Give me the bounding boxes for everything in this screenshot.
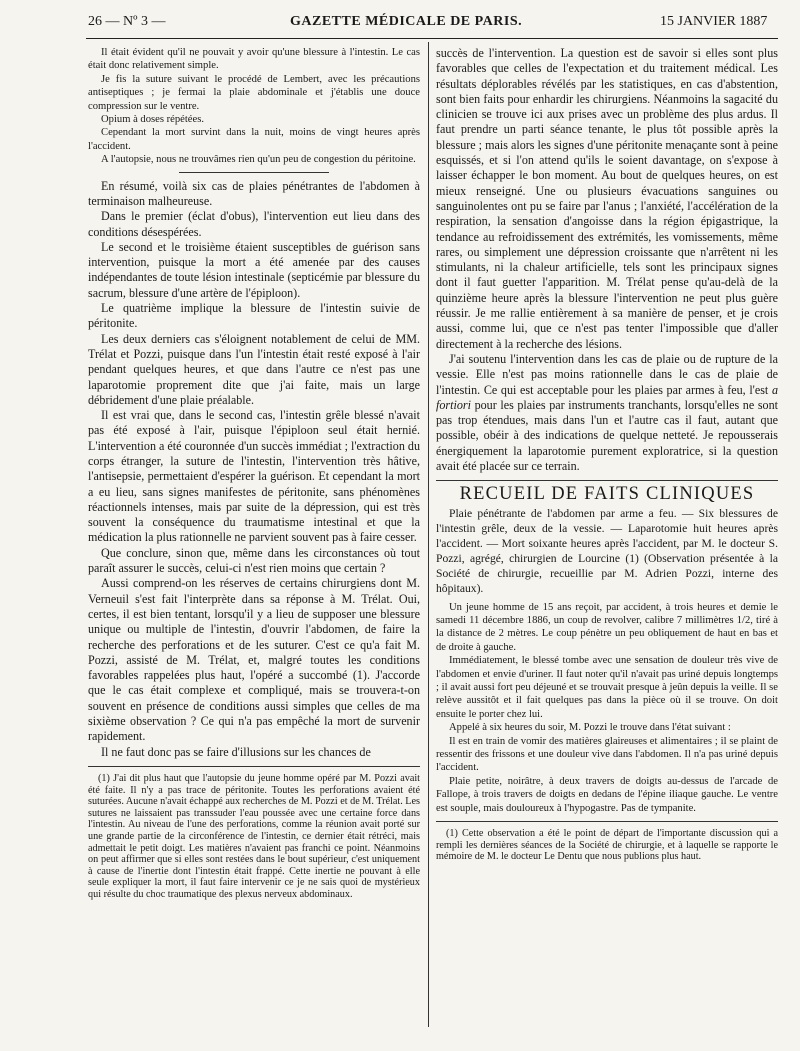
paragraph: succès de l'intervention. La question est de savoir si elles sont plus favorables que celles de l'expectation et du traitement médical. Les résultats déplorables révélés par les statistiques, en cas d'abstention, sont bien faits pour enhardir les chirurgiens. Néanmoins la sagacité du clinicien se trouve ici aux prises avec un problème des plus ardus. Il faut prendre un parti séance tenante, le plus tôt possible après la blessure ; mais alors les signes d'une péritonite menaçante sont à peine esquissés, et si l'on attend qu'ils le soient davantage, on s'expose à laisser échapper le bon moment. Au bout de quelques heures, on est mieux renseigné. Une ou plusieurs évacuations sanguines ou sanguinolentes ont pu se faire par l'anus ; l'anxiété, l'accélération de la respiration, la sensation d'angoisse dans la région épigastrique, la tendance au refroidissement des extrémités, les vomissements, même rares, ou simplement une dépression croissante que n'arrêtent ni les stimulants, ni la chaleur artificielle, tels sont les principaux signes dont il faut guetter l'apparition. M. Trélat pense qu'au-delà de la quinzième heure après la blessure l'intervention ne peut plus guère réussir. Je me rallie entièrement à sa manière de penser, et je crois aussi, comme lui, que ce n'est pas tenter l'impossible que d'aller directement à la recherche des lésions. [436,46,778,351]
paragraph: Je fis la suture suivant le procédé de Lembert, avec les précautions antiseptiques ; je fermai la plaie abdominale et j'établis une douce compression sur le ventre. [88,73,420,112]
paragraph: Il était évident qu'il ne pouvait y avoir qu'une blessure à l'intestin. Le cas était donc relativement simple. [88,47,420,72]
section-title: RECUEIL DE FAITS CLINIQUES [459,484,755,505]
footnote [88,773,420,901]
paragraph-part: J'ai soutenu l'intervention dans les cas de plaie ou de rupture de la vessie. Elle n'est pas moins rationnelle dans le cas de plaie de l'intestin. Ce qui est acceptable pour les plaies par armes à feu, l'est [436,351,778,397]
paragraph: Le second et le troisième étaient susceptibles de guérison sans intervention, puisque la mort a été amenée par des causes indépendantes de toute lésion intestinale (septicémie par blessure du sacrum, blessure d'une artère de l'épiploon). [88,239,420,300]
column-separator [428,42,429,1027]
paragraph: Il est en train de vomir des matières glaireuses et alimentaires ; il se plaint de ressentir des frissons et une douleur vive dans l'abdomen. Il n'a pas uriné depuis l'accident. [436,735,778,774]
emphasis: a fortiori [436,382,778,412]
footnote [436,828,778,863]
case-body [436,601,778,816]
paragraph: Un jeune homme de 15 ans reçoit, par accident, à trois heures et demie le samedi 11 décembre 1886, un coup de revolver, calibre 7 millimètres 1/2, tiré à la distance de 2 mètres. Le coup pénètre un peu obliquement de haut en bas et de droite à gauche. [436,601,778,653]
header-rule [86,38,778,39]
page-header [0,14,800,40]
issue-date: 15 JANVIER 1887 [660,14,768,29]
journal-title: GAZETTE MÉDICALE DE PARIS. [290,14,523,29]
page-number: 26 — Nº 3 — [88,14,166,29]
paragraph: Cependant la mort survint dans la nuit, moins de vingt heures après l'accident. [88,127,420,152]
paragraph: Que conclure, sinon que, même dans les circonstances où tout paraît assurer le succès, celui-ci n'est rien moins que certain ? [88,545,420,576]
paragraph: Les deux derniers cas s'éloignent notablement de celui de MM. Trélat et Pozzi, puisque dans l'un l'intestin était resté exposé à l'air pendant quelques heures, et que dans l'autre ce n'est pas une laparotomie proprement dite que j'ai faite, mais un large débridement d'une plaie préalable. [88,331,420,407]
section-divider [179,172,329,173]
footnote-text: (1) Cette observation a été le point de départ de l'importante discussion qui a rempli les dernières séances de la Société de chirurgie, et à laquelle se rapporte le mémoire de M. le docteur Le Dentu que nous publions plus haut. [436,828,778,863]
footnote-rule [436,821,778,822]
paragraph: En résumé, voilà six cas de plaies pénétrantes de l'abdomen à terminaison malheureuse. [88,178,420,208]
paragraph [436,352,778,474]
paragraph: Plaie petite, noirâtre, à deux travers de doigts au-dessus de l'arcade de Fallope, à trois travers de doigts en dedans de l'épine iliaque gauche. Le ventre est souple, mais douloureux à l'hypogastre. Pas de tympanite. [436,775,778,814]
paragraph: Immédiatement, le blessé tombe avec une sensation de douleur très vive de l'abdomen et envie d'uriner. Il faut noter qu'il n'avait pas uriné depuis longtemps ; il avait aussi fort peu déjeuné et se trouvait presque à jeûn depuis la veille. Il se relève aussitôt et il fait quelques pas dans la pièce où il se trouve. On doit ensuite le porter chez lui. [436,655,778,720]
paragraph: Il est vrai que, dans le second cas, l'intestin grêle blessé n'avait pas été exposé à l'air, puisque l'épiploon seul était hernié. L'intervention a été couronnée d'un succès immédiat ; l'extraction du corps étranger, la suture de l'intestin, l'intervention très hâtive, l'antisepsie, permettaient d'espérer la guérison. Et cependant la mort a eu lieu, sans signes manifestes de péritonite, sans phénomènes réactionnels intenses, mais par suite de la dépression, qui est très souvent la conséquence du traumatisme intestinal et que la médication la plus rationnelle ne parvient souvent pas à faire cesser. [88,408,420,545]
case-title: Plaie pénétrante de l'abdomen par arme a feu. — Six blessures de l'intestin grêle, deux de la vessie. — Laparotomie huit heures après l'accident. — Mort soixante heures après l'accident, par M. le docteur S. Pozzi, agrégé, chirurgien de Lourcine (1) (Observation présentée à la Société de chirurgie, recueillie par M. Adrien Pozzi, interne des hôpitaux). [436,506,778,595]
paragraph-part: pour les plaies par instruments tranchants, lorsqu'elles ne sont pas trop étendues, mais dans l'un et l'autre cas il faut, autant que possible, obéir à des indications de quelque netteté. Je repousserais énergiquement la laparotomie purement exploratrice, si la question avait été placée sur ce terrain. [436,397,778,474]
paragraph: Le quatrième implique la blessure de l'intestin suivie de péritonite. [88,301,420,331]
paragraph: Dans le premier (éclat d'obus), l'intervention eut lieu dans des conditions désespérées. [88,209,420,239]
section-rule [436,480,778,481]
paragraph: Opium à doses répétées. [101,114,204,126]
right-column [436,46,778,863]
observation-end [88,46,420,167]
paragraph: A l'autopsie, nous ne trouvâmes rien qu'un peu de congestion du péritoine. [101,154,416,166]
footnote-text: (1) J'ai dit plus haut que l'autopsie du jeune homme opéré par M. Pozzi avait été faite. Il n'y a pas trace de péritonite. Toutes les perforations avaient été suturées. Aucune n'avait échappé aux recherches de M. Pozzi et de M. Trélat. Les sutures ne laissaient pas transsuder l'eau poussée avec une certaine force dans l'intestin. Au niveau de l'une des perforations, comme la réunion avait porté sur une grande partie de la circonférence de l'intestin, ce dernier était rétréci, mais admettait le petit doigt. Les matières n'avaient pas franchi ce point. Néanmoins on peut affirmer que si elles sont restées dans le bout supérieur, c'est uniquement à cause de l'inertie dont l'intestin était frappé. Cette inertie ne pouvant à elle seule expliquer la mort, il faut faire intervenir ce je ne sais quoi de mystérieux qui résulte du choc traumatique des plexus nerveux abdominaux. [88,772,420,900]
paragraph: Appelé à six heures du soir, M. Pozzi le trouve dans l'état suivant : [449,722,731,734]
footnote-rule [88,766,420,767]
paragraph: Il ne faut donc pas se faire d'illusions sur les chances de [101,744,371,759]
paragraph: Aussi comprend-on les réserves de certains chirurgiens dont M. Verneuil s'est fait l'interprète dans sa réponse à M. Trélat. Oui, certes, il est bien tentant, lorsqu'il y a lieu de supposer une blessure unique ou multiple de l'intestin, d'ouvrir l'abdomen, de faire la recherche des perforations et de les suturer. C'est ce qu'a fait M. Pozzi, assisté de M. Trélat, et, malgré toutes les conditions favorables rappelées plus haut, l'opéré a succombé (1). J'accorde que le cas était complexe et compliqué, mais se trouvera-t-on souvent en présence de conditions aussi simples que celles de ma sixième observation ? Ce qui n'a pas empêché la mort de survenir rapidement. [88,576,420,744]
left-column [88,46,420,900]
